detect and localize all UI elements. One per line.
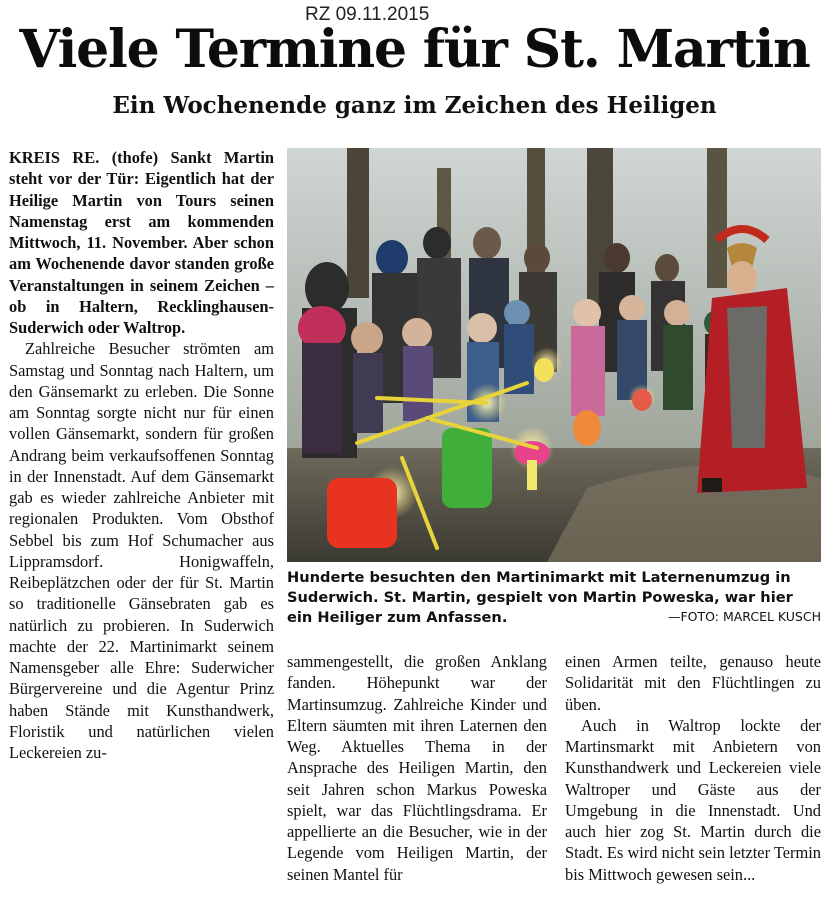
article-column-1 xyxy=(9,147,274,763)
photo-lantern-procession xyxy=(287,148,821,562)
article-column-2 xyxy=(287,651,547,885)
body-paragraph: sammengestellt, die großen Anklang fanden. Höhepunkt war der Martinsumzug. Zahlreiche Kinder und Eltern säumten mit ihren Laternen den Weg. Aktuelles Thema in der Ansprache des Heiligen Martin, den seit Jahren schon Markus Poweska spielt, war das Flüchtlingsdrama. Er appellierte an die Besucher, wie in der Legende vom Heiligen Martin, der seinen Mantel für xyxy=(287,652,547,884)
photo-caption: Hunderte besuchten den Martinimarkt mit Laternenumzug in Suderwich. St. Martin, gespielt von Martin Poweska, war hier ein Heiliger zum Anfassen. xyxy=(287,569,793,626)
date-stamp: RZ 09.11.2015 xyxy=(305,4,430,25)
body-paragraph: Auch in Waltrop lockte der Martinsmarkt mit Anbietern von Kunsthandwerk und Leckereien viele Waltroper und Gäste aus der Umgebung in die Innenstadt. Und auch hier zog St. Martin durch die Stadt. Es wird nicht sein letzter Termin bis Mittwoch gewesen sein... xyxy=(565,715,821,884)
subheadline: Ein Wochenende ganz im Zeichen des Heiligen xyxy=(112,92,717,119)
body-paragraph: einen Armen teilte, genauso heute Solidarität mit den Flüchtlingen zu üben. xyxy=(565,652,821,714)
body-paragraph: Zahlreiche Besucher strömten am Samstag und Sonntag nach Haltern, um den Gänsemarkt zu erleben. Die Sonne am Sonntag sorgte nicht nur für einen vollen Gänsemarkt, sondern für großen Andrang beim verkaufsoffenen Sonntag in der Innenstadt. Auf dem Gänsemarkt gab es wieder zahlreiche Anbieter mit regionalen Produkten. Vom Obsthof Sebbel bis zum Hof Schumacher aus Lippramsdorf. Honigwaffeln, Reibeplätzchen oder der für St. Martin so traditionelle Gänsebraten gab es natürlich zu probieren. In Suderwich machte der 22. Martinimarkt seinem Namensgeber alle Ehre: Suderwicher Bürgervereine und die Agentur Prinz haben Stände mit Kunsthandwerk, Floristik und natürlichen vielen Leckereien zu- xyxy=(9,339,274,762)
news-photo xyxy=(287,148,821,562)
dateline: KREIS RE. xyxy=(9,148,100,167)
lead-text: (thofe) Sankt Martin steht vor der Tür: Eigentlich hat der Heilige Martin von Tours seinen Namenstag erst am kommenden Mittwoch, 11. November. Aber schon am Wochenende davor standen große Veranstaltungen in seinem Zeichen – ob in Haltern, Recklinghausen-Suderwich oder Waltrop. xyxy=(9,148,275,337)
headline: Viele Termine für St. Martin xyxy=(19,19,810,80)
lead-paragraph xyxy=(9,147,274,338)
article-column-3 xyxy=(565,651,821,885)
photo-credit: —FOTO: MARCEL KUSCH xyxy=(667,609,821,624)
